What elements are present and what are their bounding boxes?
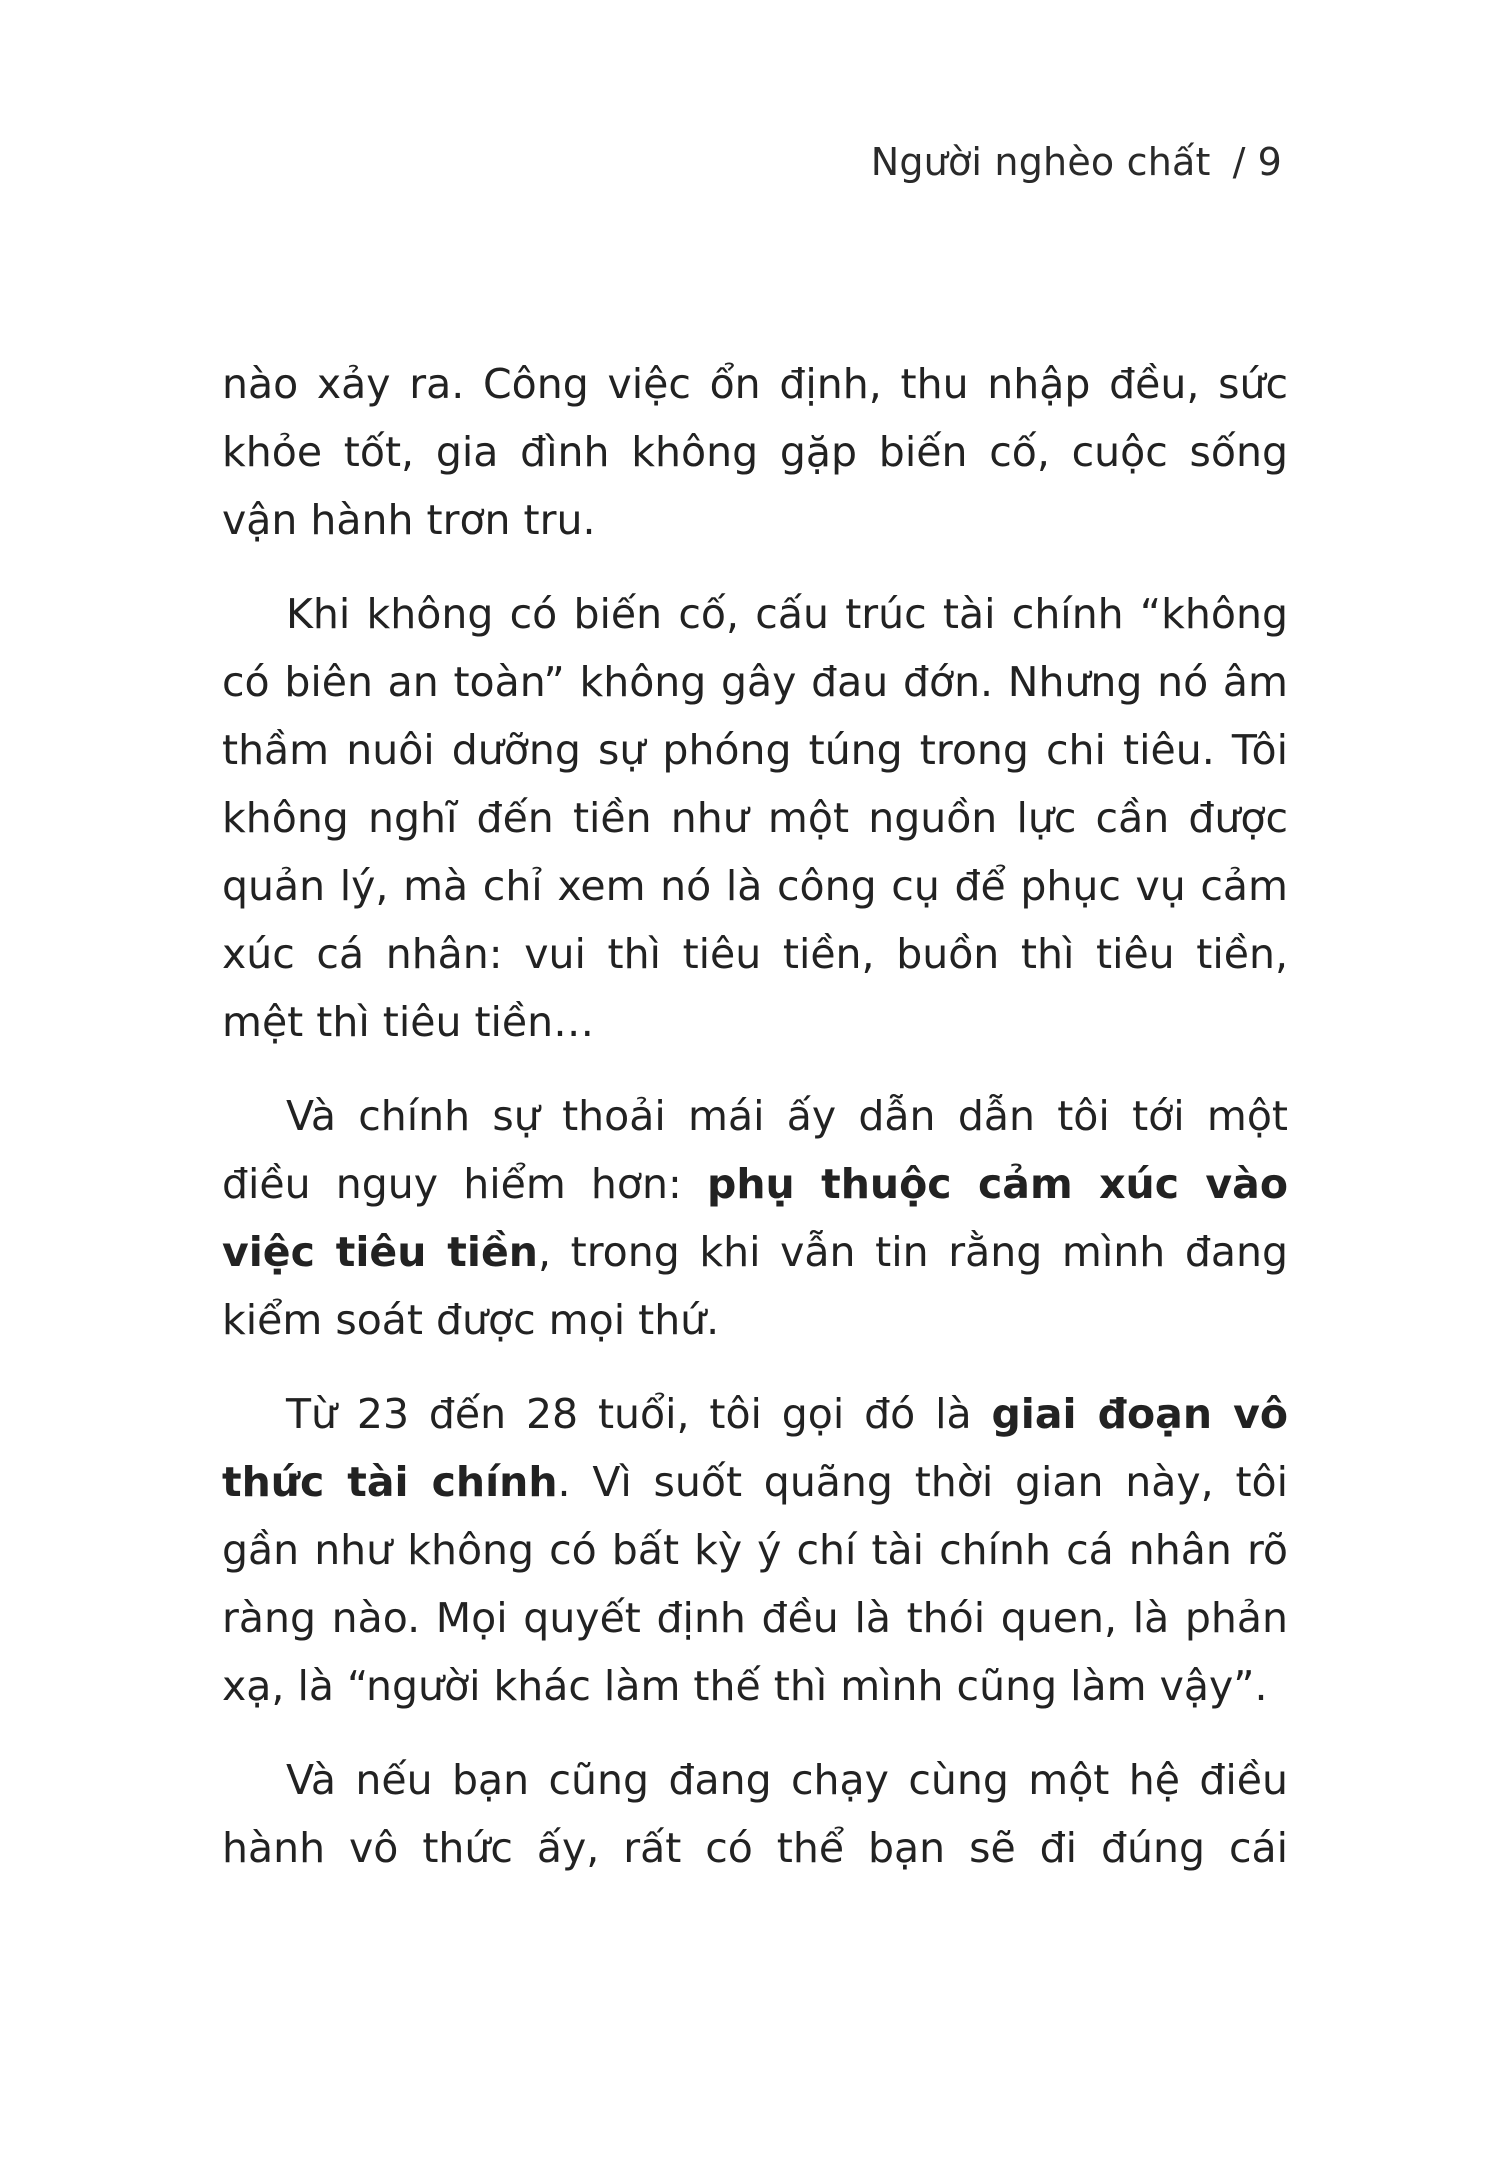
emphasis-text: giai đoạn vô thức tài chính — [222, 1390, 1288, 1506]
chapter-title: Người nghèo chất — [870, 140, 1211, 184]
emphasis-text: phụ thuộc cảm xúc vào việc tiêu tiền — [222, 1160, 1288, 1276]
paragraph-text: Và nếu bạn cũng đang chạy cùng một hệ điều hành vô thức ấy, rất có thể bạn sẽ đi đúng cái — [222, 1756, 1288, 1872]
page-body — [222, 350, 1288, 1908]
paragraph-text: nào xảy ra. Công việc ổn định, thu nhập đều, sức khỏe tốt, gia đình không gặp biến cố, cuộc sống vận hành trơn tru. — [222, 360, 1288, 544]
paragraph-text: Khi không có biến cố, cấu trúc tài chính “không có biên an toàn” không gây đau đớn. Nhưng nó âm thầm nuôi dưỡng sự phóng túng trong chi tiêu. Tôi không nghĩ đến tiền như một nguồn lực cần được quản lý, mà chỉ xem nó là công cụ để phục vụ cảm xúc cá nhân: vui thì tiêu tiền, buồn thì tiêu tiền, mệt thì tiêu tiền… — [222, 590, 1288, 1046]
header-separator: / — [1232, 140, 1246, 184]
paragraph-1 — [222, 350, 1288, 554]
running-header — [871, 140, 1282, 184]
paragraph-text-before: Từ 23 đến 28 tuổi, tôi gọi đó là — [286, 1390, 992, 1438]
paragraph-5 — [222, 1746, 1288, 1882]
paragraph-text-before: Và chính sự thoải mái ấy dẫn dẫn tôi tới một điều nguy hiểm hơn: — [222, 1092, 1288, 1208]
paragraph-4 — [222, 1380, 1288, 1720]
paragraph-text-after: , trong khi vẫn tin rằng mình đang kiểm soát được mọi thứ. — [222, 1228, 1288, 1344]
paragraph-2 — [222, 580, 1288, 1056]
paragraph-text-after: . Vì suốt quãng thời gian này, tôi gần như không có bất kỳ ý chí tài chính cá nhân rõ ràng nào. Mọi quyết định đều là thói quen, là phản xạ, là “người khác làm thế thì mình cũng làm vậy”. — [222, 1458, 1288, 1710]
paragraph-3 — [222, 1082, 1288, 1354]
page-number: 9 — [1257, 140, 1282, 184]
